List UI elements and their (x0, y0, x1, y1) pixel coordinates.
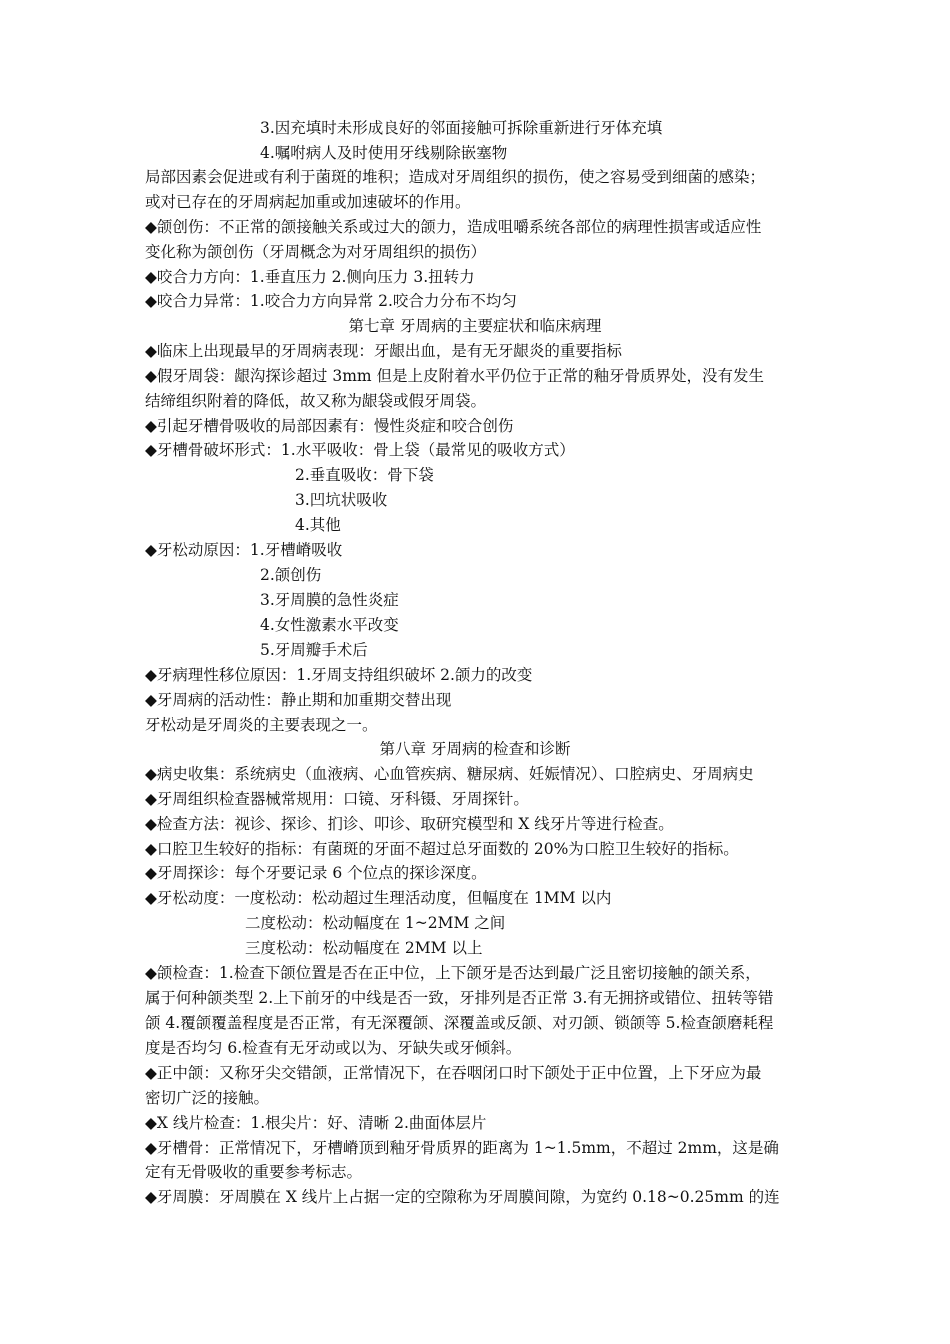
text-line: 颌 4.覆颌覆盖程度是否正常，有无深覆颌、深覆盖或反颌、对刃颌、锁颌等 5.检查颌磨耗程 (145, 1014, 774, 1032)
text-line: 定有无骨吸收的重要参考标志。 (145, 1163, 363, 1181)
text-line: ◆牙槽骨破坏形式：1.水平吸收：骨上袋（最常见的吸收方式） (145, 441, 575, 459)
text-line: ◆牙周组织检查器械常规用：口镜、牙科镊、牙周探针。 (145, 790, 529, 808)
text-line: ◆牙槽骨：正常情况下，牙槽嵴顶到釉牙骨质界的距离为 1~1.5mm，不超过 2mm，这是确 (145, 1139, 779, 1157)
text-line: ◆正中颌：又称牙尖交错颌，正常情况下，在吞咽闭口时下颌处于正中位置，上下牙应为最 (145, 1064, 762, 1082)
text-line: ◆颌创伤：不正常的颌接触关系或过大的颌力，造成咀嚼系统各部位的病理性损害或适应性 (145, 218, 762, 236)
text-line: ◆牙病理性移位原因：1.牙周支持组织破坏 2.颌力的改变 (145, 666, 533, 684)
text-line: 二度松动：松动幅度在 1~2MM 之间 (245, 914, 506, 932)
chapter-heading: 第八章 牙周病的检查和诊断 (379, 740, 571, 758)
text-line: 或对已存在的牙周病起加重或加速破坏的作用。 (145, 193, 471, 211)
text-line: 3.凹坑状吸收 (295, 491, 388, 509)
text-line: ◆咬合力异常：1.咬合力方向异常 2.咬合力分布不均匀 (145, 292, 517, 310)
text-line: 密切广泛的接触。 (145, 1089, 270, 1107)
text-line: 4.嘱咐病人及时使用牙线剔除嵌塞物 (260, 144, 508, 162)
text-line: ◆临床上出现最早的牙周病表现：牙龈出血，是有无牙龈炎的重要指标 (145, 342, 622, 360)
text-line: ◆检查方法：视诊、探诊、扪诊、叩诊、取研究模型和 X 线牙片等进行检查。 (145, 815, 674, 833)
text-line: ◆病史收集：系统病史（血液病、心血管疾病、糖尿病、妊娠情况）、口腔病史、牙周病史 (145, 765, 754, 783)
text-line: ◆牙周探诊：每个牙要记录 6 个位点的探诊深度。 (145, 864, 487, 882)
chapter-heading: 第七章 牙周病的主要症状和临床病理 (348, 317, 602, 335)
text-line: ◆牙松动原因：1.牙槽嵴吸收 (145, 541, 343, 559)
text-line: ◆X 线片检查：1.根尖片：好、清晰 2.曲面体层片 (145, 1114, 487, 1132)
text-line: 2.垂直吸收：骨下袋 (295, 466, 434, 484)
text-line: 结缔组织附着的降低，故又称为龈袋或假牙周袋。 (145, 392, 487, 410)
text-line: ◆引起牙槽骨吸收的局部因素有：慢性炎症和咬合创伤 (145, 417, 514, 435)
text-line: 2.颌创伤 (260, 566, 322, 584)
text-line: 4.其他 (295, 516, 341, 534)
text-line: ◆牙松动度：一度松动：松动超过生理活动度，但幅度在 1MM 以内 (145, 889, 612, 907)
text-line: ◆咬合力方向：1.垂直压力 2.侧向压力 3.扭转力 (145, 268, 475, 286)
text-line: 三度松动：松动幅度在 2MM 以上 (245, 939, 483, 957)
text-line: 度是否均匀 6.检查有无牙动或以为、牙缺失或牙倾斜。 (145, 1039, 522, 1057)
text-line: 4.女性激素水平改变 (260, 616, 399, 634)
text-line: 3.牙周膜的急性炎症 (260, 591, 399, 609)
text-line: 5.牙周瓣手术后 (260, 641, 368, 659)
text-line: ◆颌检查：1.检查下颌位置是否在正中位，上下颌牙是否达到最广泛且密切接触的颌关系， (145, 964, 761, 982)
text-line: ◆假牙周袋：龈沟探诊超过 3mm 但是上皮附着水平仍位于正常的釉牙骨质界处，没有发生 (145, 367, 765, 385)
text-line: ◆口腔卫生较好的指标：有菌斑的牙面不超过总牙面数的 20%为口腔卫生较好的指标。 (145, 840, 739, 858)
text-line: 变化称为颌创伤（牙周概念为对牙周组织的损伤） (145, 243, 487, 261)
text-line: 属于何种颌类型 2.上下前牙的中线是否一致，牙排列是否正常 3.有无拥挤或错位、扭转等错 (145, 989, 774, 1007)
text-line: 局部因素会促进或有利于菌斑的堆积；造成对牙周组织的损伤，使之容易受到细菌的感染； (145, 168, 766, 186)
text-line: ◆牙周病的活动性：静止期和加重期交替出现 (145, 691, 452, 709)
text-line: 牙松动是牙周炎的主要表现之一。 (145, 716, 378, 734)
text-line: 3.因充填时未形成良好的邻面接触可拆除重新进行牙体充填 (260, 119, 663, 137)
text-line: ◆牙周膜：牙周膜在 X 线片上占据一定的空隙称为牙周膜间隙，为宽约 0.18~0.25mm 的连 (145, 1188, 780, 1206)
